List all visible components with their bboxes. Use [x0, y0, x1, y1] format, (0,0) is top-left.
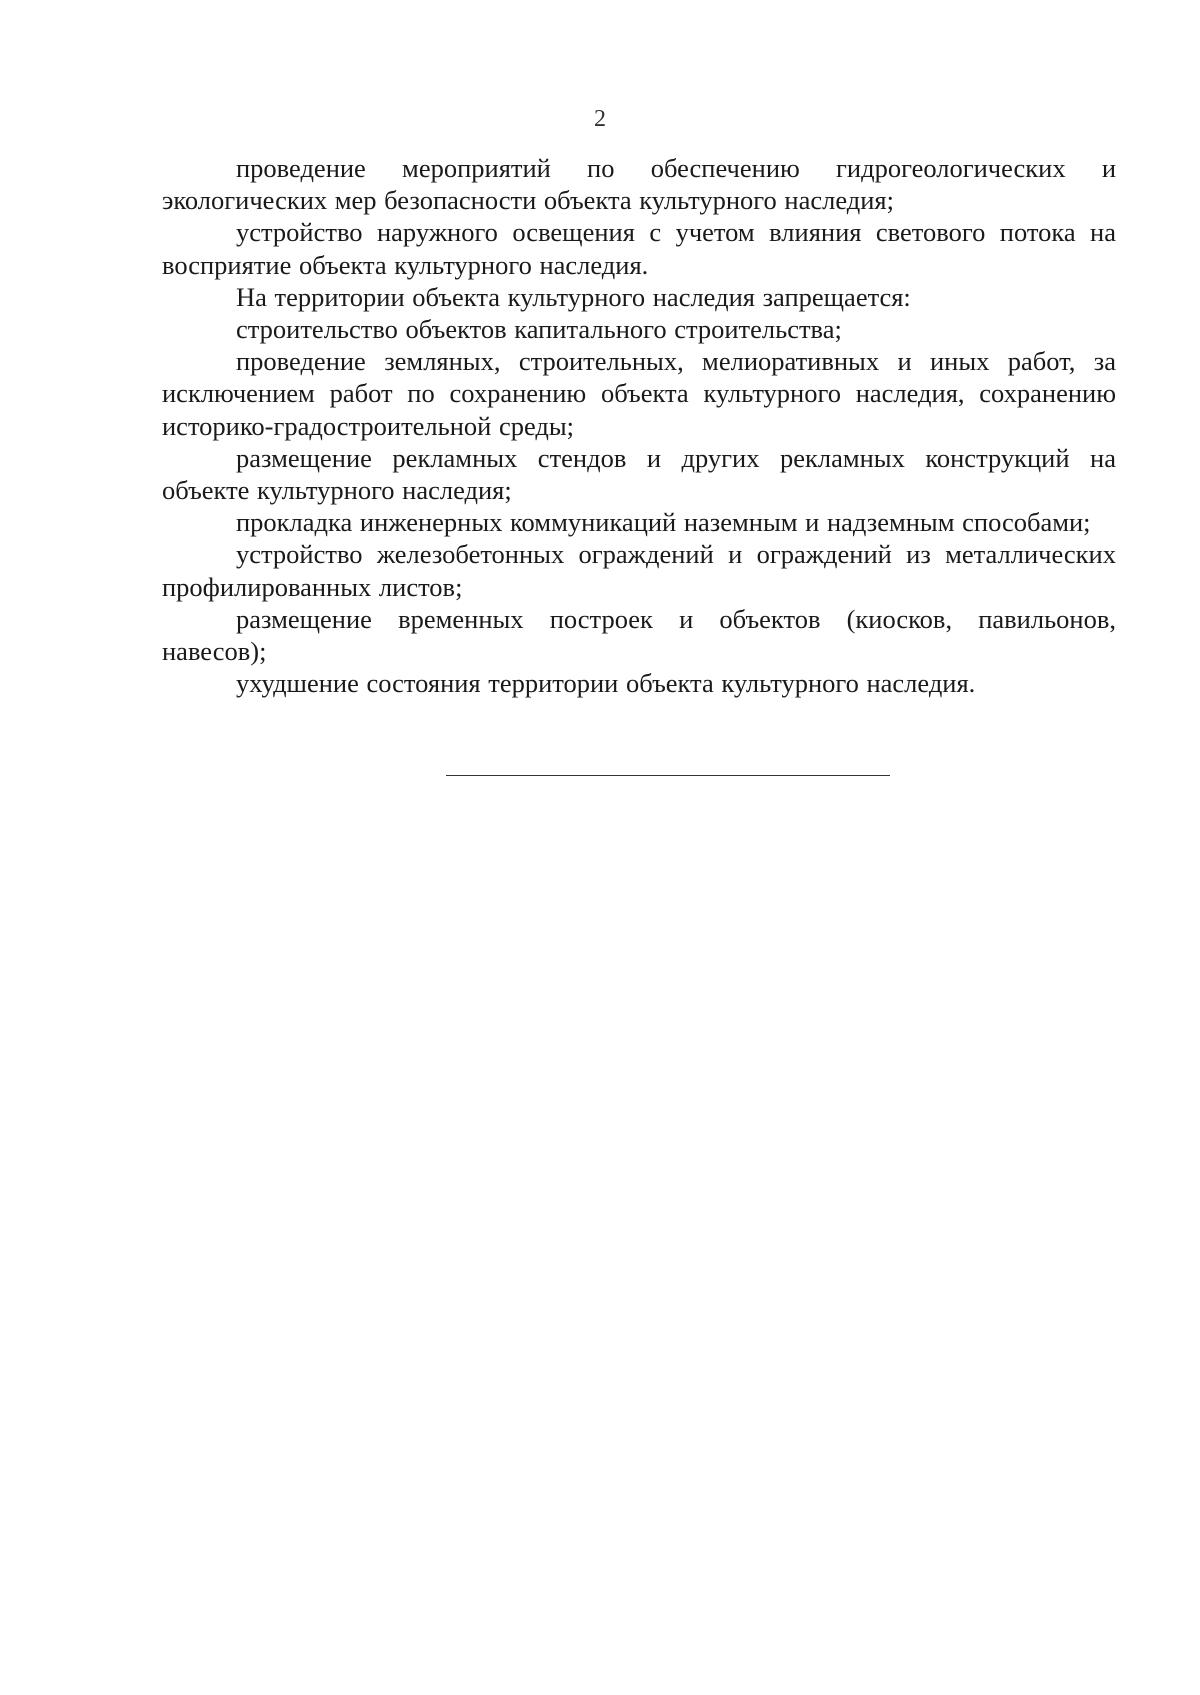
- page-number: 2: [594, 106, 606, 132]
- paragraph-temporary-structures: размещение временных построек и объектов (киосков, павильонов, навесов);: [162, 603, 1116, 667]
- paragraph-advertising: размещение рекламных стендов и других рекламных конструкций на объекте культурного наследия;: [162, 442, 1116, 506]
- paragraph-earthworks: проведение земляных, строительных, мелиоративных и иных работ, за исключением работ по сохранению объекта культурного наследия, сохранению историко-градостроительной среды;: [162, 346, 1116, 441]
- paragraph-fences: устройство железобетонных ограждений и ограждений из металлических профилированных листов;: [162, 539, 1116, 602]
- paragraph-prohibitions-heading: На территории объекта культурного наследия запрещается:: [236, 281, 911, 312]
- paragraph-capital-construction: строительство объектов капитального строительства;: [236, 314, 842, 345]
- end-of-text-rule: [446, 775, 890, 776]
- document-body: [162, 152, 1116, 699]
- paragraph-deterioration: ухудшение состояния территории объекта культурного наследия.: [236, 668, 976, 699]
- paragraph-hydrogeological-measures: проведение мероприятий по обеспечению гидрогеологических и экологических мер безопасности объекта культурного наследия;: [162, 153, 1116, 216]
- paragraph-utilities: прокладка инженерных коммуникаций наземным и надземным способами;: [236, 507, 1091, 538]
- paragraph-outdoor-lighting: устройство наружного освещения с учетом влияния светового потока на восприятие объекта культурного наследия.: [162, 217, 1116, 280]
